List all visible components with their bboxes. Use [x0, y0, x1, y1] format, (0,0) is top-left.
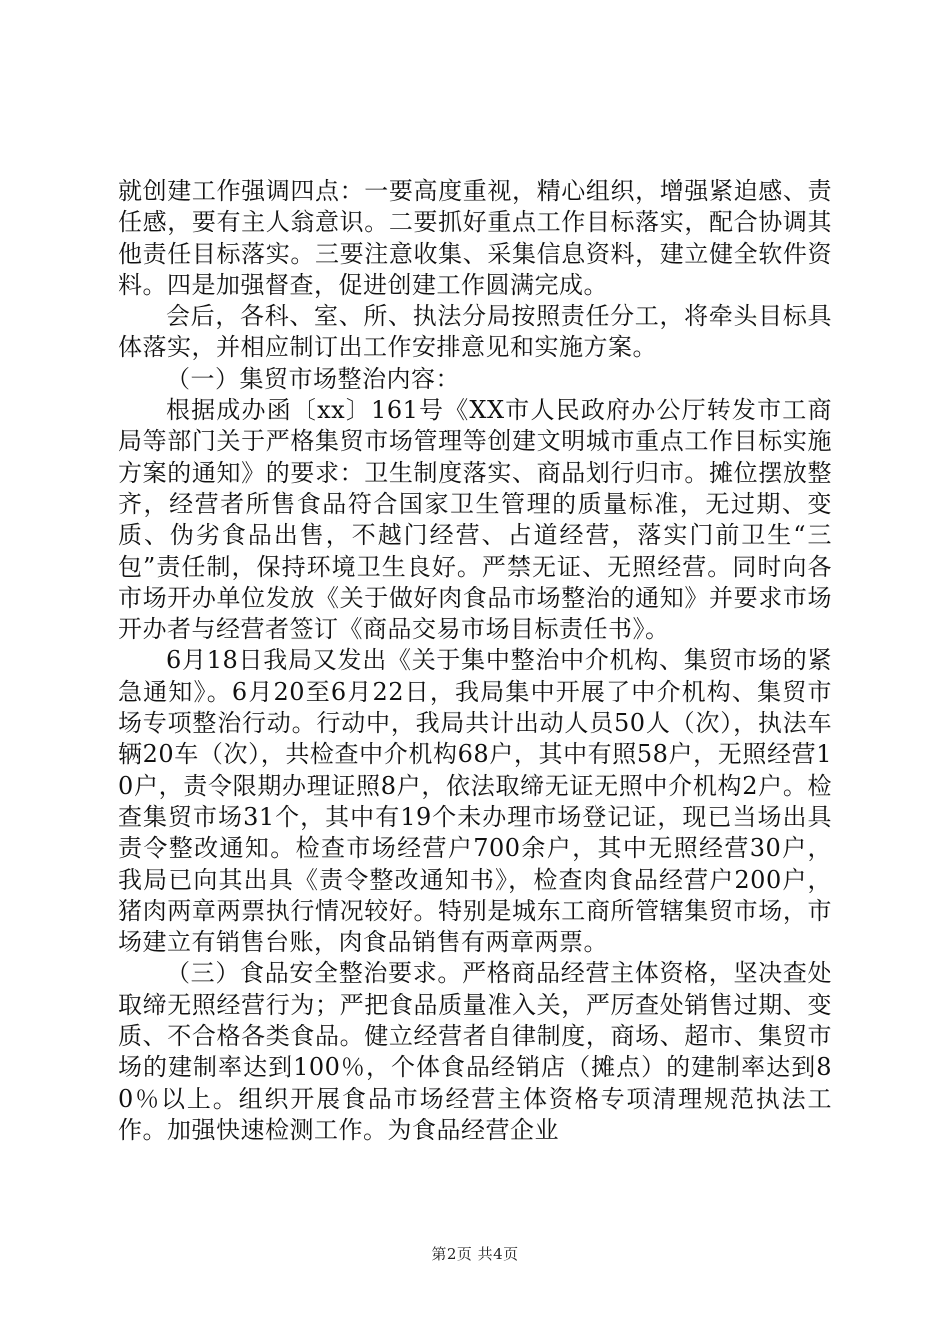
paragraph-1: 就创建工作强调四点：一要高度重视，精心组织，增强紧迫感、责任感，要有主人翁意识。二要抓好重点工作目标落实，配合协调其他责任目标落实。三要注意收集、采集信息资料，建立健全软件资料。四是加强督查，促进创建工作圆满完成。: [118, 177, 832, 299]
paragraph-4: 根据成办函〔xx〕161号《XX市人民政府办公厅转发市工商局等部门关于严格集贸市场管理等创建文明城市重点工作目标实施方案的通知》的要求：卫生制度落实、商品划行归市。摊位摆放整齐，经营者所售食品符合国家卫生管理的质量标准，无过期、变质、伪劣食品出售，不越门经营、占道经营，落实门前卫生“三包”责任制，保持环境卫生良好。严禁无证、无照经营。同时向各市场开办单位发放《关于做好肉食品市场整治的通知》并要求市场开办者与经营者签订《商品交易市场目标责任书》。: [118, 396, 832, 644]
document-body: [118, 176, 832, 1146]
paragraph-5: 6月18日我局又发出《关于集中整治中介机构、集贸市场的紧急通知》。6月20至6月22日，我局集中开展了中介机构、集贸市场专项整治行动。行动中，我局共计出动人员50人（次），执法车辆20车（次），共检查中介机构68户，其中有照58户，无照经营10户，责令限期办理证照8户，依法取缔无证无照中介机构2户。检查集贸市场31个，其中有19个未办理市场登记证，现已当场出具责令整改通知。检查市场经营户700余户，其中无照经营30户，我局已向其出具《责令整改通知书》，检查肉食品经营户200户，猪肉两章两票执行情况较好。特别是城东工商所管辖集贸市场，市场建立有销售台账，肉食品销售有两章两票。: [118, 646, 832, 957]
page-footer: 第2页 共4页: [431, 1245, 519, 1263]
section-heading-market: （一）集贸市场整治内容：: [166, 364, 460, 393]
paragraph-6: （三）食品安全整治要求。严格商品经营主体资格，坚决查处取缔无照经营行为；严把食品质量准入关，严厉查处销售过期、变质、不合格各类食品。健立经营者自律制度，商场、超市、集贸市场的建制率达到100％，个体食品经销店（摊点）的建制率达到80％以上。组织开展食品市场经营主体资格专项清理规范执法工作。加强快速检测工作。为食品经营企业: [118, 959, 832, 1144]
paragraph-2: 会后，各科、室、所、执法分局按照责任分工，将牵头目标具体落实，并相应制订出工作安排意见和实施方案。: [118, 302, 832, 362]
